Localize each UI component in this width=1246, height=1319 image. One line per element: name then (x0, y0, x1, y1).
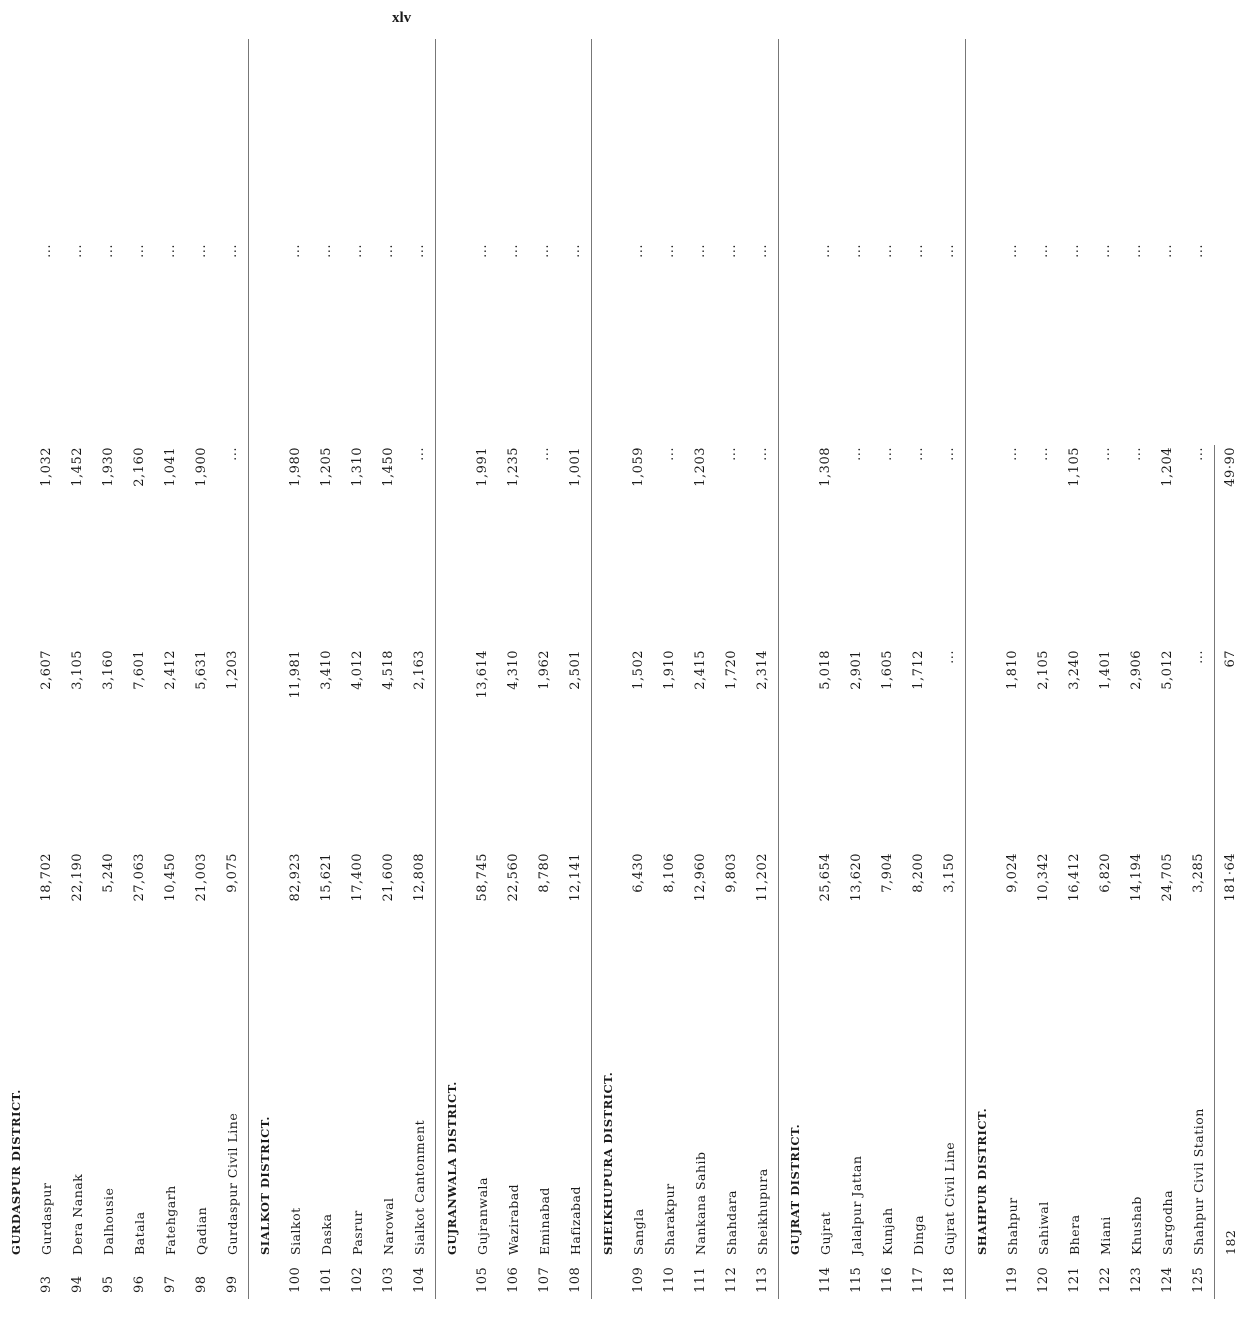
value-cell: 6,820 (1098, 853, 1113, 893)
value-cell: 82,923 (288, 853, 303, 902)
value-cell: 12,808 (412, 853, 427, 902)
value-cell: 11,202 (755, 853, 770, 902)
table-row (623, 39, 654, 1299)
value-cell: 10,450 (163, 853, 178, 902)
row-number-cell (436, 1257, 468, 1299)
row-number: 103 (381, 1266, 396, 1293)
value-cell: ... (631, 244, 646, 258)
value-cell: 13,620 (849, 853, 864, 902)
value-cell: ... (942, 244, 957, 258)
value-cell: 1,502 (631, 650, 646, 690)
row-number-cell (592, 1257, 624, 1299)
town-name: Qadian (194, 1206, 209, 1255)
value-cell: 1,720 (724, 650, 739, 690)
value-cell: 1,910 (662, 650, 677, 690)
value-cell: 3,160 (101, 650, 116, 690)
value-cell: ... (537, 447, 552, 461)
district-name: GUJRAT DISTRICT. (779, 39, 811, 1257)
table-row (1059, 39, 1090, 1299)
value-cell: 3,150 (942, 853, 957, 893)
row-number: 94 (70, 1275, 85, 1293)
value-cell: ... (506, 244, 521, 258)
row-number-cell (249, 1257, 281, 1299)
row-number: 109 (631, 1266, 646, 1293)
town-name: Batala (132, 1211, 147, 1255)
row-number: 107 (537, 1266, 552, 1293)
table-row (498, 39, 529, 1299)
town-name: Gurdaspur (39, 1182, 54, 1255)
town-name: Sangla (631, 1208, 646, 1255)
row-number: 112 (724, 1266, 739, 1293)
value-cell: 2,901 (849, 650, 864, 690)
table-row (1152, 39, 1183, 1299)
value-cell: 9,075 (225, 853, 240, 893)
value-cell: 7,904 (880, 853, 895, 893)
value-cell: ... (70, 244, 85, 258)
value-cell: 15,621 (319, 853, 334, 902)
value-cell: ... (942, 447, 957, 461)
district-name: GUJRANWALA DISTRICT. (436, 39, 468, 1257)
row-number: 108 (568, 1266, 583, 1293)
table-row (124, 39, 155, 1299)
value-cell: 1,204 (1160, 447, 1175, 487)
town-name: Sahiwal (1036, 1201, 1051, 1255)
value-cell: 2,163 (412, 650, 427, 690)
value-cell: ... (693, 244, 708, 258)
town-name: Sargodha (1160, 1189, 1175, 1255)
value-cell: 1,450 (381, 447, 396, 487)
value-cell: ... (1191, 244, 1207, 258)
district-name: SHEIKHUPURA DISTRICT. (592, 39, 624, 1257)
value-cell: ... (1005, 447, 1020, 461)
table-row (997, 39, 1028, 1299)
value-cell: 2,412 (163, 650, 178, 690)
value-cell: ... (849, 244, 864, 258)
row-number: 119 (1005, 1266, 1020, 1293)
row-number: 110 (662, 1266, 677, 1293)
row-number: 96 (132, 1275, 147, 1293)
value-cell: 24,705 (1160, 853, 1175, 902)
table-row (560, 39, 592, 1299)
value-cell: ... (662, 244, 677, 258)
value-cell: 8,106 (662, 853, 677, 893)
town-name: Dalhousie (101, 1187, 116, 1255)
value-cell: ... (101, 244, 116, 258)
district-header-row (436, 39, 468, 1299)
value-cell: ... (724, 244, 739, 258)
value-cell: 22,190 (70, 853, 85, 902)
row-number: 115 (849, 1266, 864, 1293)
value-cell: 1,001 (568, 447, 583, 487)
district-header-row (249, 39, 281, 1299)
town-name: Sialkot (288, 1207, 303, 1255)
value-cell: 11,981 (288, 650, 303, 699)
row-number: 114 (818, 1266, 833, 1293)
value-cell: ... (194, 244, 209, 258)
table-row (903, 39, 934, 1299)
row-number: 111 (693, 1266, 708, 1293)
row-number: 104 (412, 1266, 427, 1293)
town-name: Kunjah (880, 1207, 895, 1255)
value-cell: ... (1191, 650, 1206, 664)
census-table-body (0, 39, 1246, 1299)
value-cell: ... (225, 447, 240, 461)
town-name: Sharakpur (662, 1183, 677, 1255)
value-cell: 12,141 (568, 853, 583, 902)
value-cell: ... (381, 244, 396, 258)
value-cell: 3,105 (70, 650, 85, 690)
value-cell: ... (818, 244, 833, 258)
value-cell: ... (475, 244, 490, 258)
value-cell: 5,012 (1160, 650, 1175, 690)
district-header-row (0, 39, 31, 1299)
row-number: 105 (475, 1266, 490, 1293)
value-cell: ... (39, 244, 54, 258)
table-row (1090, 39, 1121, 1299)
value-cell: ... (1129, 244, 1144, 258)
value-cell: 3,240 (1067, 650, 1082, 690)
value-cell: ... (755, 244, 770, 258)
value-cell: ... (537, 244, 552, 258)
value-cell: ... (132, 244, 147, 258)
rotated-table-container (0, 29, 1238, 1319)
value-cell: 22,560 (506, 853, 521, 902)
value-cell: 21,003 (194, 853, 209, 902)
value-cell: ... (662, 447, 677, 461)
town-name: Shahpur (1005, 1197, 1020, 1255)
table-row (31, 39, 62, 1299)
value-cell: 1,900 (194, 447, 209, 487)
district-header-row (779, 39, 811, 1299)
row-number: 118 (942, 1266, 957, 1293)
row-number: 106 (506, 1266, 521, 1293)
town-name: Sheikhupura (755, 1168, 770, 1255)
table-row (311, 39, 342, 1299)
value-cell: 5,240 (101, 853, 116, 893)
value-cell: 27,063 (132, 853, 147, 902)
value-cell: ... (880, 447, 895, 461)
value-cell: 1,991 (475, 447, 490, 487)
value-cell: 17,400 (350, 853, 365, 902)
town-name: Dera Nanak (70, 1173, 85, 1255)
value-cell: 12,960 (693, 853, 708, 902)
town-name: Nankana Sahib (693, 1151, 708, 1255)
value-cell: ... (1098, 244, 1113, 258)
value-cell: 4,518 (381, 650, 396, 690)
value-cell: ... (412, 447, 427, 461)
value-cell: ... (225, 244, 240, 258)
table-row (934, 39, 966, 1299)
table-row (186, 39, 217, 1299)
page-number: xlv (392, 10, 412, 26)
value-cell: 1,810 (1005, 650, 1020, 690)
town-name: Wazirabad (506, 1183, 521, 1255)
table-row (373, 39, 404, 1299)
value-cell: 1,041 (163, 447, 178, 487)
value-cell: ... (1036, 447, 1051, 461)
town-name: Bhera (1067, 1214, 1082, 1255)
row-number: 98 (194, 1275, 209, 1293)
value-cell: 58,745 (475, 853, 490, 902)
value-cell: ... (568, 244, 583, 258)
value-cell: ... (319, 244, 334, 258)
value-cell: 1,980 (288, 447, 303, 487)
table-row (1183, 39, 1215, 1299)
value-cell: 1,310 (350, 447, 365, 487)
district-header-row (592, 39, 624, 1299)
row-number: 125 (1191, 1266, 1206, 1293)
value-cell: ... (288, 244, 303, 258)
total-value: 182 (1215, 1054, 1246, 1257)
table-row (93, 39, 124, 1299)
value-cell: ... (724, 447, 739, 461)
value-cell: 1,962 (537, 650, 552, 690)
town-name: Gujranwala (475, 1177, 490, 1255)
value-cell: 18,702 (39, 853, 54, 902)
row-number: 99 (225, 1275, 240, 1293)
value-cell: 1,235 (506, 447, 521, 487)
district-name: SIALKOT DISTRICT. (249, 39, 281, 1257)
value-cell: ... (849, 447, 864, 461)
table-row (716, 39, 747, 1299)
row-number: 113 (755, 1266, 770, 1293)
table-row (155, 39, 186, 1299)
row-number: 101 (319, 1266, 334, 1293)
row-number-cell (966, 1257, 998, 1299)
row-number: 117 (911, 1266, 926, 1293)
value-cell: ... (880, 244, 895, 258)
value-cell: ... (911, 447, 926, 461)
district-header-row (966, 39, 998, 1299)
table-row (654, 39, 685, 1299)
table-row (62, 39, 93, 1299)
table-row (1121, 39, 1152, 1299)
town-name: Hafizabad (568, 1186, 583, 1255)
value-cell: 2,607 (39, 650, 54, 690)
town-name: Dinga (911, 1214, 926, 1255)
value-cell: ... (755, 447, 770, 461)
value-cell: ... (163, 244, 178, 258)
value-cell: 4,012 (350, 650, 365, 690)
row-number-cell (0, 1257, 31, 1299)
table-row (872, 39, 903, 1299)
table-row (841, 39, 872, 1299)
value-cell: 1,105 (1067, 447, 1082, 487)
table-row (342, 39, 373, 1299)
town-name: Gurdaspur Civil Line (225, 1112, 240, 1255)
total-value: 181·64 (1215, 851, 1246, 1054)
row-number: 122 (1098, 1266, 1113, 1293)
value-cell: ... (1005, 244, 1020, 258)
town-name: Narowal (381, 1197, 396, 1255)
totals-row (1215, 39, 1246, 1299)
value-cell: 5,018 (818, 650, 833, 690)
value-cell: 1,930 (101, 447, 116, 487)
value-cell: 14,194 (1129, 853, 1144, 902)
value-cell: 1,401 (1098, 650, 1113, 690)
value-cell: 3,285 (1191, 853, 1206, 893)
value-cell: 5,631 (194, 650, 209, 690)
value-cell: 9,024 (1005, 853, 1020, 893)
value-cell: ... (911, 244, 926, 258)
value-cell: 8,780 (537, 853, 552, 893)
value-cell: 1,032 (39, 447, 54, 487)
table-row (1028, 39, 1059, 1299)
value-cell: ... (1129, 447, 1144, 461)
value-cell: ... (1098, 447, 1113, 461)
row-number: 95 (101, 1275, 116, 1293)
value-cell: 2,314 (755, 650, 770, 690)
town-name: Shahdara (724, 1190, 739, 1255)
value-cell: 2,105 (1036, 650, 1051, 690)
value-cell: 16,412 (1067, 853, 1082, 902)
value-cell: 1,452 (70, 447, 85, 487)
district-name: GURDASPUR DISTRICT. (8, 1089, 23, 1255)
value-cell: 10,342 (1036, 853, 1051, 902)
table-row (404, 39, 436, 1299)
row-number-cell (779, 1257, 811, 1299)
value-cell: ... (1191, 447, 1206, 461)
value-cell: 1,203 (225, 650, 240, 690)
town-name: Gujrat Civil Line (942, 1141, 957, 1255)
value-cell: ... (1067, 244, 1082, 258)
table-row (810, 39, 841, 1299)
town-name: Gujrat (818, 1211, 833, 1255)
value-cell: 25,654 (818, 853, 833, 902)
value-cell: 9,803 (724, 853, 739, 893)
town-name: Shahpur Civil Station (1191, 1108, 1206, 1255)
row-number: 121 (1067, 1266, 1082, 1293)
town-name: Sialkot Cantonment (412, 1119, 427, 1255)
table-row (747, 39, 779, 1299)
table-row (217, 39, 249, 1299)
row-number: 124 (1160, 1266, 1175, 1293)
town-name: Fatehgarh (163, 1185, 178, 1255)
row-number: 116 (880, 1266, 895, 1293)
value-cell: 2,160 (132, 447, 147, 487)
value-cell: 1,203 (693, 447, 708, 487)
value-cell: 2,415 (693, 650, 708, 690)
row-number: 102 (350, 1266, 365, 1293)
total-value: 67 (1215, 648, 1246, 851)
value-cell: 7,601 (132, 650, 147, 690)
row-number: 93 (39, 1275, 54, 1293)
table-row (685, 39, 716, 1299)
table-row (529, 39, 560, 1299)
value-cell: 2,906 (1129, 650, 1144, 690)
row-number: 120 (1036, 1266, 1051, 1293)
value-cell: 6,430 (631, 853, 646, 893)
value-cell: 1,712 (911, 650, 926, 690)
value-cell: 13,614 (475, 650, 490, 699)
district-name: SHAHPUR DISTRICT. (966, 39, 998, 1257)
town-name: Jalalpur Jattan (849, 1155, 864, 1255)
total-value: 49·90 (1215, 445, 1246, 648)
value-cell: 1,205 (319, 447, 334, 487)
town-name: Miani (1098, 1216, 1113, 1255)
census-table (0, 39, 1246, 1299)
value-cell: 3,410 (319, 650, 334, 690)
value-cell: ... (1036, 244, 1051, 258)
value-cell: 8,200 (911, 853, 926, 893)
value-cell: ... (942, 650, 957, 664)
value-cell: ... (412, 244, 427, 258)
value-cell: 4,310 (506, 650, 521, 690)
town-name: Daska (319, 1213, 334, 1255)
row-number: 97 (163, 1275, 178, 1293)
town-name: Khushab (1129, 1196, 1144, 1255)
value-cell: 21,600 (381, 853, 396, 902)
row-number: 100 (288, 1266, 303, 1293)
table-row (280, 39, 311, 1299)
row-number-cell (1215, 1257, 1246, 1299)
row-number: 123 (1129, 1266, 1144, 1293)
town-name: Pasrur (350, 1210, 365, 1255)
table-row (467, 39, 498, 1299)
value-cell: ... (350, 244, 365, 258)
value-cell: 1,059 (631, 447, 646, 487)
value-cell: 2,501 (568, 650, 583, 690)
value-cell: ... (1160, 244, 1175, 258)
value-cell: 1,308 (818, 447, 833, 487)
town-name: Eminabad (537, 1187, 552, 1255)
value-cell: 1,605 (880, 650, 895, 690)
